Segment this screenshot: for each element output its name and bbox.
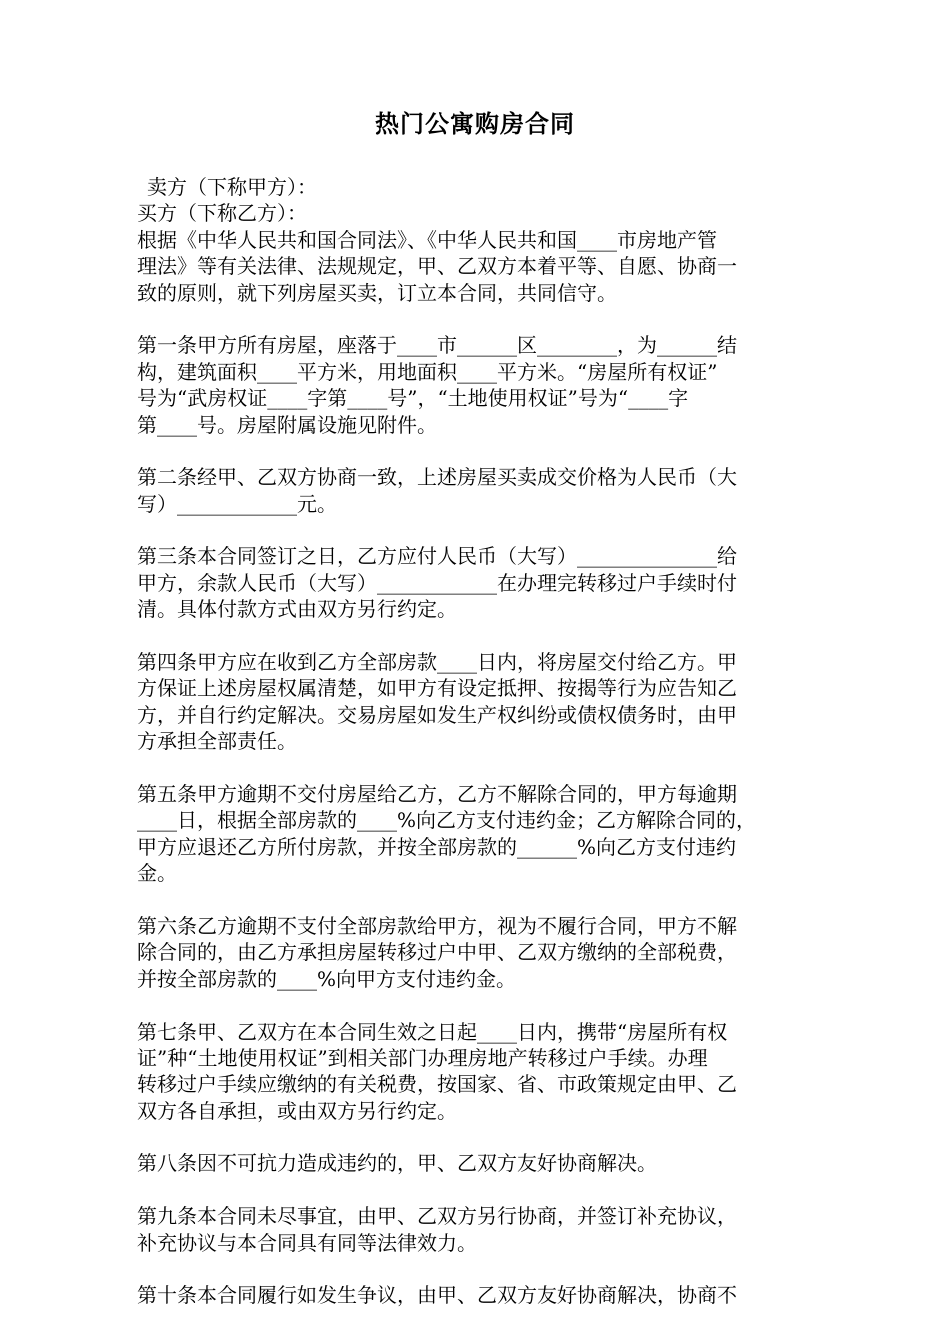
document-line: 第五条甲方逾期不交付房屋给乙方，乙方不解除合同的，甲方每逾期 <box>137 781 737 806</box>
blank-line <box>137 1124 817 1150</box>
document-line: 写）____________元。 <box>137 491 337 516</box>
document-line: 方，并自行约定解决。交易房屋如发生产权纠纷或债权债务时，由甲 <box>137 702 737 727</box>
document-line: 证”种“土地使用权证”到相关部门办理房地产转移过户手续。办理 <box>137 1045 708 1070</box>
document-line: 第七条甲、乙双方在本合同生效之日起____日内，携带“房屋所有权 <box>137 1019 728 1044</box>
document-line: 买方（下称乙方）： <box>137 201 307 226</box>
document-line: 转移过户手续应缴纳的有关税费，按国家、省、市政策规定由甲、乙 <box>137 1072 737 1097</box>
document-line: 第八条因不可抗力造成违约的，甲、乙双方友好协商解决。 <box>137 1151 657 1176</box>
document-line: 双方各自承担，或由双方另行约定。 <box>137 1098 457 1123</box>
document-line: 除合同的，由乙方承担房屋转移过户中甲、乙双方缴纳的全部税费， <box>137 940 737 965</box>
document-line: 甲方，余款人民币（大写）____________在办理完转移过户手续时付 <box>137 570 737 595</box>
document-line: 卖方（下称甲方）： <box>147 175 317 199</box>
document-line: 清。具体付款方式由双方另行约定。 <box>137 597 457 622</box>
document-line: 理法》等有关法律、法规规定，甲、乙双方本着平等、自愿、协商一 <box>137 254 737 279</box>
document-line: 构，建筑面积____平方米，用地面积____平方米。“房屋所有权证” <box>137 359 718 384</box>
document-line: 根据《中华人民共和国合同法》、《中华人民共和国____市房地产管 <box>137 227 717 252</box>
document-line: 第三条本合同签订之日，乙方应付人民币（大写）______________给 <box>137 544 737 569</box>
blank-line <box>137 755 817 781</box>
blank-line <box>137 623 817 649</box>
blank-line <box>137 1177 817 1203</box>
blank-line <box>137 517 817 543</box>
document-body <box>137 174 817 1309</box>
document-line: 第二条经甲、乙双方协商一致，上述房屋买卖成交价格为人民币（大 <box>137 465 737 490</box>
document-line: 号为“武房权证____字第____号”，“土地使用权证”号为“____字 <box>137 386 689 411</box>
document-line: 方承担全部责任。 <box>137 729 297 754</box>
blank-line <box>137 438 817 464</box>
document-line: ____日，根据全部房款的____%向乙方支付违约金；乙方解除合同的， <box>137 808 757 833</box>
document-line: 方保证上述房屋权属清楚，如甲方有设定抵押、按揭等行为应告知乙 <box>137 676 737 701</box>
blank-line <box>137 992 817 1018</box>
blank-line <box>137 887 817 913</box>
blank-line <box>137 306 817 332</box>
document-line: 第四条甲方应在收到乙方全部房款____日内，将房屋交付给乙方。甲 <box>137 650 737 675</box>
document-line: 并按全部房款的____%向甲方支付违约金。 <box>137 966 517 991</box>
document-line: 第一条甲方所有房屋，座落于____市______区________，为______结 <box>137 333 737 358</box>
document-title: 热门公寓购房合同 <box>375 109 575 138</box>
document-line: 甲方应退还乙方所付房款，并按全部房款的______%向乙方支付违约 <box>137 834 737 859</box>
document-line: 第十条本合同履行如发生争议，由甲、乙双方友好协商解决，协商不 <box>137 1283 737 1308</box>
blank-line <box>137 1256 817 1282</box>
document-line: 致的原则，就下列房屋买卖，订立本合同，共同信守。 <box>137 280 617 305</box>
document-line: 补充协议与本合同具有同等法律效力。 <box>137 1230 477 1255</box>
document-line: 第九条本合同未尽事宜，由甲、乙双方另行协商，并签订补充协议， <box>137 1204 737 1229</box>
document-line: 第____号。房屋附属设施见附件。 <box>137 412 437 437</box>
document-line: 第六条乙方逾期不支付全部房款给甲方，视为不履行合同，甲方不解 <box>137 913 737 938</box>
document-line: 金。 <box>137 861 177 886</box>
